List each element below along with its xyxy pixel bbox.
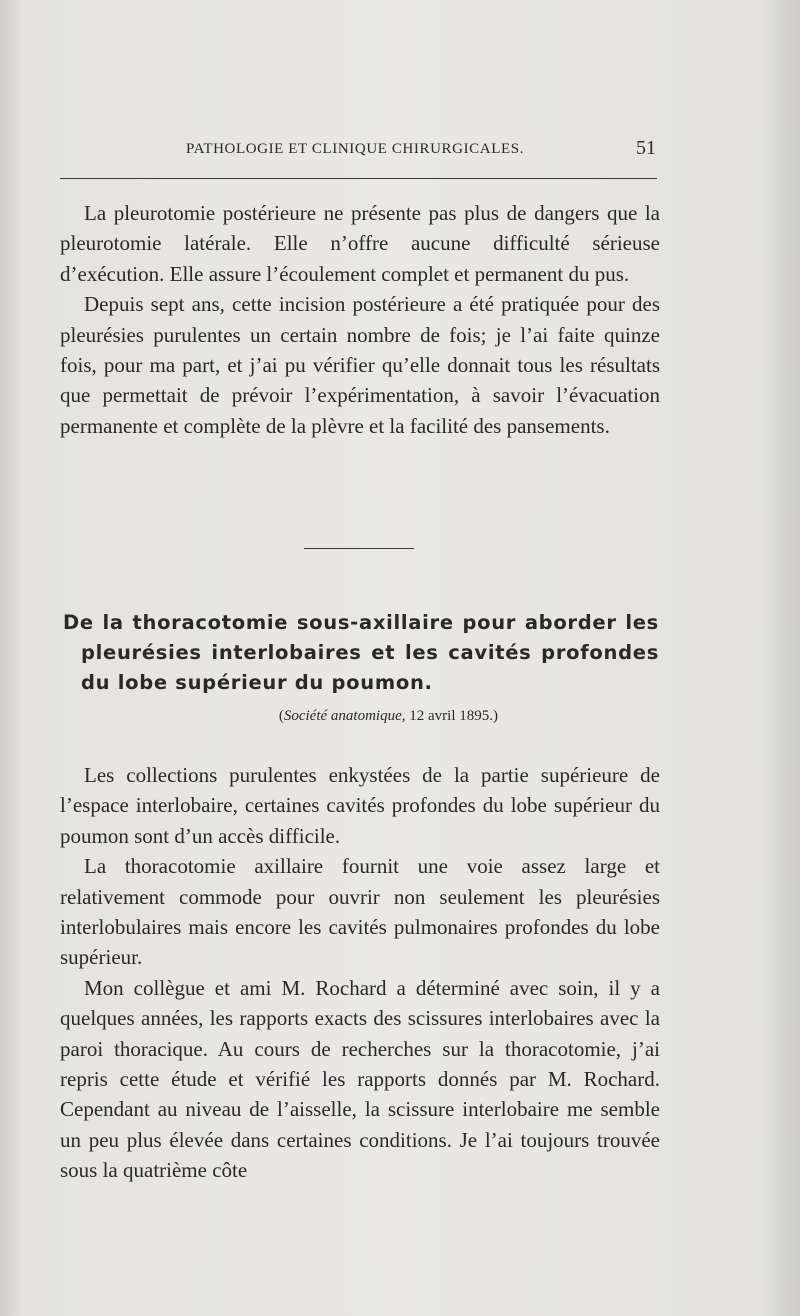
paragraph: La pleurotomie postérieure ne présente pas plus de dangers que la pleurotomie latérale. Elle n’offre aucune difficulté sérieuse d’exécution. Elle assure l’écoulement complet et permanent du pus. xyxy=(60,201,660,286)
page-number: 51 xyxy=(636,137,656,159)
citation: (Société anatomique, 12 avril 1895.) xyxy=(278,708,498,724)
paragraph: Les collections purulentes enkystées de la partie supérieure de l’espace interlobaire, certaines cavités profondes du lobe supérieur du poumon sont d’un accès difficile. xyxy=(60,763,660,848)
article-title: De la thoracotomie sous-axillaire pour aborder les pleurésies interlobaires et les cavités profondes du lobe supérieur du poumon. xyxy=(63,611,659,694)
section1-text xyxy=(60,198,660,441)
paragraph: Depuis sept ans, cette incision postérieure a été pratiquée pour des pleurésies purulentes un certain nombre de fois; je l’ai faite quinze fois, pour ma part, et j’ai pu vérifier qu’elle donnait tous les résultats que permettait de prévoir l’expérimentation, à savoir l’évacuation permanente et complète de la plèvre et la facilité des pansements. xyxy=(60,292,660,438)
header-rule xyxy=(60,178,657,179)
citation-date: 12 avril 1895. xyxy=(409,708,493,724)
running-title: PATHOLOGIE ET CLINIQUE CHIRURGICALES. xyxy=(186,141,525,157)
paragraph: La thoracotomie axillaire fournit une voie assez large et relativement commode pour ouvrir non seulement les pleurésies interlobulaires mais encore les cavités pulmonaires profondes du lobe supérieur. xyxy=(60,854,660,970)
paragraph: Mon collègue et ami M. Rochard a déterminé avec soin, il y a quelques années, les rapports exacts des scissures interlobaires avec la paroi thoracique. Au cours de recherches sur la thoracotomie, j’ai repris cette étude et vérifié les rapports donnés par M. Rochard. Cependant au niveau de l’aisselle, la scissure interlobaire me semble un peu plus élevée dans certaines conditions. Je l’ai toujours trouvée sous la quatrième côte xyxy=(60,975,660,1183)
citation-source: Société anatomique, xyxy=(283,708,406,724)
article-text xyxy=(60,760,660,1186)
section-separator xyxy=(304,548,414,549)
